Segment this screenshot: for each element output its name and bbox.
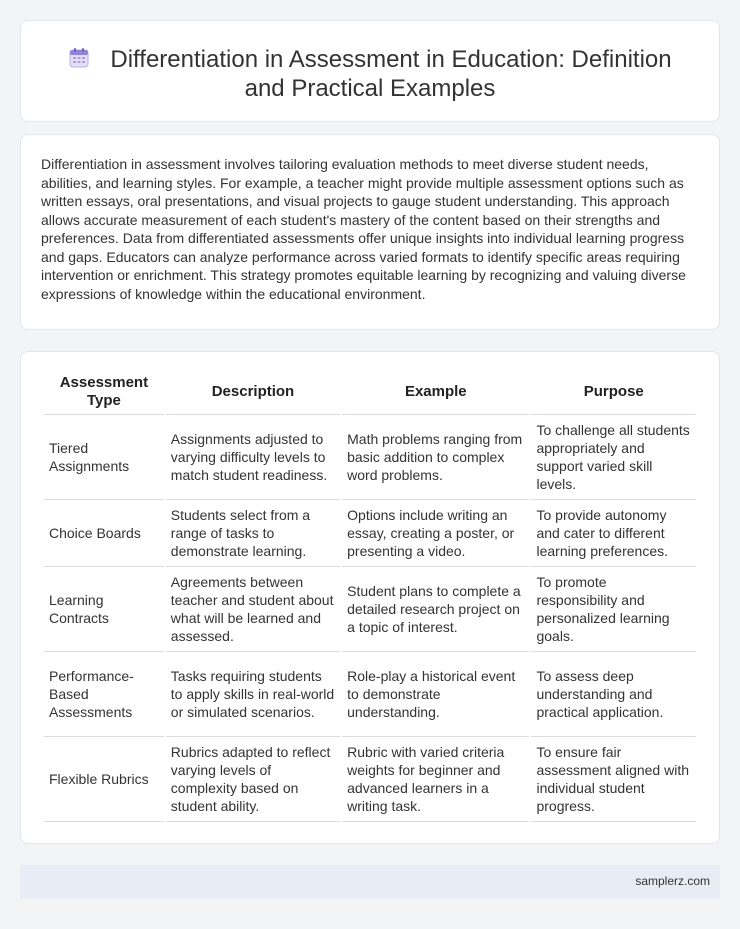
header-assessment-type: Assessment Type — [44, 369, 164, 415]
table-header-row — [44, 369, 696, 415]
cell-description: Tasks requiring students to apply skills in real-world or simulated scenarios. — [166, 652, 340, 737]
cell-purpose: To challenge all students appropriately and support varied skill levels. — [531, 415, 696, 500]
cell-purpose: To assess deep understanding and practical application. — [531, 652, 696, 737]
table-row — [44, 652, 696, 737]
page-title — [61, 45, 679, 103]
table-row — [44, 567, 696, 652]
cell-type: Learning Contracts — [44, 567, 164, 652]
cell-example: Role-play a historical event to demonstrate understanding. — [342, 652, 529, 737]
cell-description: Rubrics adapted to reflect varying levels of complexity based on student ability. — [166, 737, 340, 822]
cell-example: Options include writing an essay, creating a poster, or presenting a video. — [342, 500, 529, 567]
cell-example: Student plans to complete a detailed research project on a topic of interest. — [342, 567, 529, 652]
intro-paragraph: Differentiation in assessment involves tailoring evaluation methods to meet diverse student needs, abilities, and learning styles. For example, a teacher might provide multiple assessment options such as written essays, oral presentations, and visual projects to gauge student understanding. This approach allows accurate measurement of each student's mastery of the content based on their strengths and preferences. Data from differentiated assessments offer unique insights into individual learning progress and gaps. Educators can analyze performance across varied formats to identify specific areas requiring intervention or enrichment. This strategy promotes equitable learning by recognizing and valuing diverse expressions of knowledge within the educational environment. — [41, 156, 686, 302]
cell-type: Tiered Assignments — [44, 415, 164, 500]
cell-description: Students select from a range of tasks to demonstrate learning. — [166, 500, 340, 567]
cell-description: Assignments adjusted to varying difficulty levels to match student readiness. — [166, 415, 340, 500]
table-row — [44, 415, 696, 500]
cell-example: Rubric with varied criteria weights for beginner and advanced learners in a writing task. — [342, 737, 529, 822]
assessment-table — [42, 369, 698, 822]
page-title-text: Differentiation in Assessment in Education: Definition and Practical Examples — [110, 46, 672, 102]
table-row — [44, 737, 696, 822]
cell-type: Performance-Based Assessments — [44, 652, 164, 737]
cell-type: Flexible Rubrics — [44, 737, 164, 822]
footer-bar — [20, 865, 720, 899]
intro-card — [20, 134, 720, 330]
cell-type: Choice Boards — [44, 500, 164, 567]
title-card — [20, 20, 720, 122]
cell-purpose: To provide autonomy and cater to different learning preferences. — [531, 500, 696, 567]
cell-purpose: To ensure fair assessment aligned with individual student progress. — [531, 737, 696, 822]
cell-description: Agreements between teacher and student about what will be learned and assessed. — [166, 567, 340, 652]
table-card — [20, 351, 720, 844]
table-row — [44, 500, 696, 567]
calendar-icon — [68, 47, 90, 69]
cell-purpose: To promote responsibility and personalized learning goals. — [531, 567, 696, 652]
title-wrap — [21, 45, 719, 103]
footer-site-link[interactable]: samplerz.com — [635, 874, 710, 888]
header-description: Description — [166, 369, 340, 415]
header-purpose: Purpose — [531, 369, 696, 415]
header-example: Example — [342, 369, 529, 415]
cell-example: Math problems ranging from basic addition to complex word problems. — [342, 415, 529, 500]
